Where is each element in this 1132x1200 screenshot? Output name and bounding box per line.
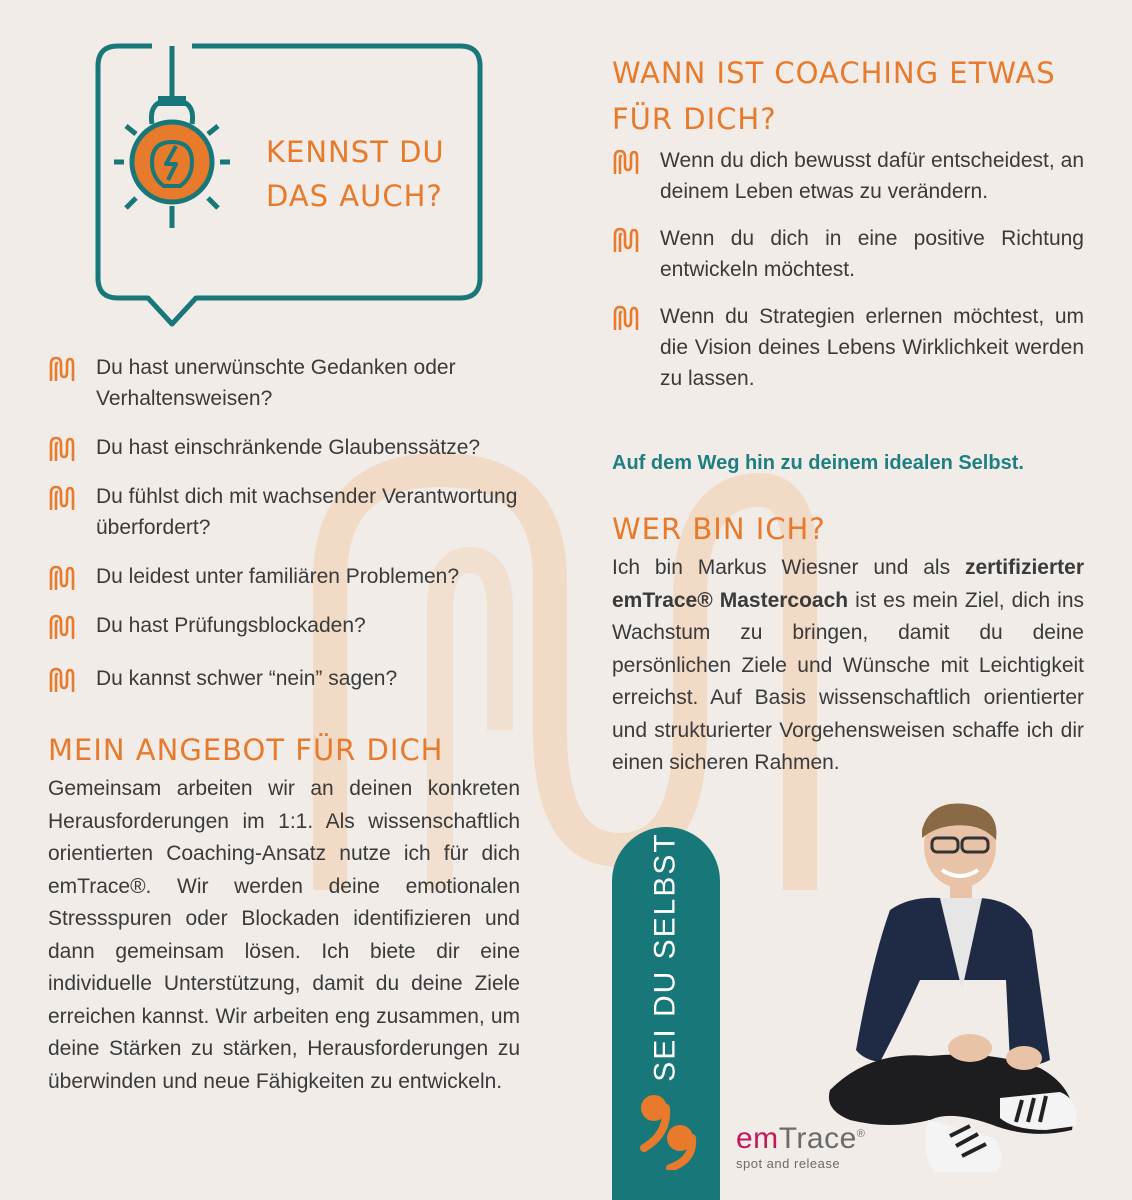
about-bold: zertifizierter emTrace® Mastercoach: [612, 556, 1084, 612]
list-item-text: Du kannst schwer “nein” sagen?: [96, 667, 398, 690]
when-heading: WANN IST COACHING ETWAS FÜR DICH?: [612, 56, 1056, 136]
list-item-text: Wenn du dich in eine positive Richtung entwickeln möchtest.: [660, 227, 1084, 281]
bullet-logo-icon: [612, 304, 640, 330]
bullet-logo-icon: [48, 564, 76, 590]
list-item: [48, 610, 528, 641]
bullet-logo-icon: [48, 666, 76, 692]
bullet-logo-icon: [48, 484, 76, 510]
offer-heading: MEIN ANGEBOT FÜR DICH: [48, 733, 444, 767]
about-text: [612, 552, 1084, 780]
quote-mark-icon: [640, 1090, 698, 1170]
list-item: [48, 432, 528, 463]
bullet-logo-icon: [48, 613, 76, 639]
bullet-logo-icon: [612, 148, 640, 174]
list-item: [612, 145, 1084, 207]
list-item: [612, 301, 1084, 394]
list-item-text: Du fühlst dich mit wachsender Verantwortung überfordert?: [96, 485, 518, 539]
logo-registered: ®: [856, 1128, 866, 1140]
when-list: [612, 145, 1084, 394]
banner-text: SEI DU SELBST: [649, 832, 682, 1082]
list-item-text: Du hast Prüfungsblockaden?: [96, 614, 366, 637]
tagline: Auf dem Weg hin zu deinem idealen Selbst.: [612, 452, 1024, 474]
about-heading: WER BIN ICH?: [612, 512, 826, 546]
lightbulb-icon: [114, 46, 230, 228]
list-item-text: Du leidest unter familiären Problemen?: [96, 565, 460, 588]
list-item-text: Wenn du dich bewusst dafür entscheidest, an deinem Leben etwas zu verändern.: [660, 149, 1084, 203]
logo-trace: Trace: [778, 1122, 857, 1155]
list-item: [48, 561, 528, 592]
problems-list: [48, 352, 528, 694]
list-item-text: Wenn du Strategien erlernen möchtest, um die Vision deines Lebens Wirklichkeit werden zu lassen.: [660, 305, 1084, 390]
list-item: [48, 352, 528, 414]
list-item: [48, 663, 528, 694]
bullet-logo-icon: [612, 226, 640, 252]
bullet-logo-icon: [48, 355, 76, 381]
logo-em: em: [736, 1122, 779, 1155]
offer-text: Gemeinsam arbeiten wir an deinen konkreten Herausforderungen im 1:1. Als wissenschaftlich orientierten Coaching-Ansatz nutze ich für dich emTrace®. Wir werden deine emotionalen Stressspuren oder Blockaden identifizieren und dann gemeinsam lösen. Ich biete dir eine individuelle Unterstützung, damit du deine Ziele erreichen kannst. Wir arbeiten eng zusammen, um deine Stärken zu stärken, Herausforderungen zu überwinden und neue Fähigkeiten zu entwickeln.: [48, 777, 520, 1093]
list-item: [612, 223, 1084, 285]
bubble-title: KENNST DU DAS AUCH?: [266, 135, 445, 213]
list-item: [48, 481, 528, 543]
list-item-text: Du hast unerwünschte Gedanken oder Verhaltensweisen?: [96, 356, 456, 410]
emtrace-logo: [736, 1122, 865, 1171]
about-intro: Ich bin Markus Wiesner und als: [612, 556, 965, 579]
about-rest: ist es mein Ziel, dich ins Wachstum zu bringen, damit du deine persönlichen Ziele und Wünsche mit Leichtigkeit erreichst. Auf Basis wissenschaftlich orientierter und strukturierter Vorgehensweisen schaffe ich dir einen sicheren Rahmen.: [612, 588, 1084, 774]
logo-tagline: spot and release: [736, 1156, 841, 1171]
bullet-logo-icon: [48, 435, 76, 461]
list-item-text: Du hast einschränkende Glaubenssätze?: [96, 436, 481, 459]
